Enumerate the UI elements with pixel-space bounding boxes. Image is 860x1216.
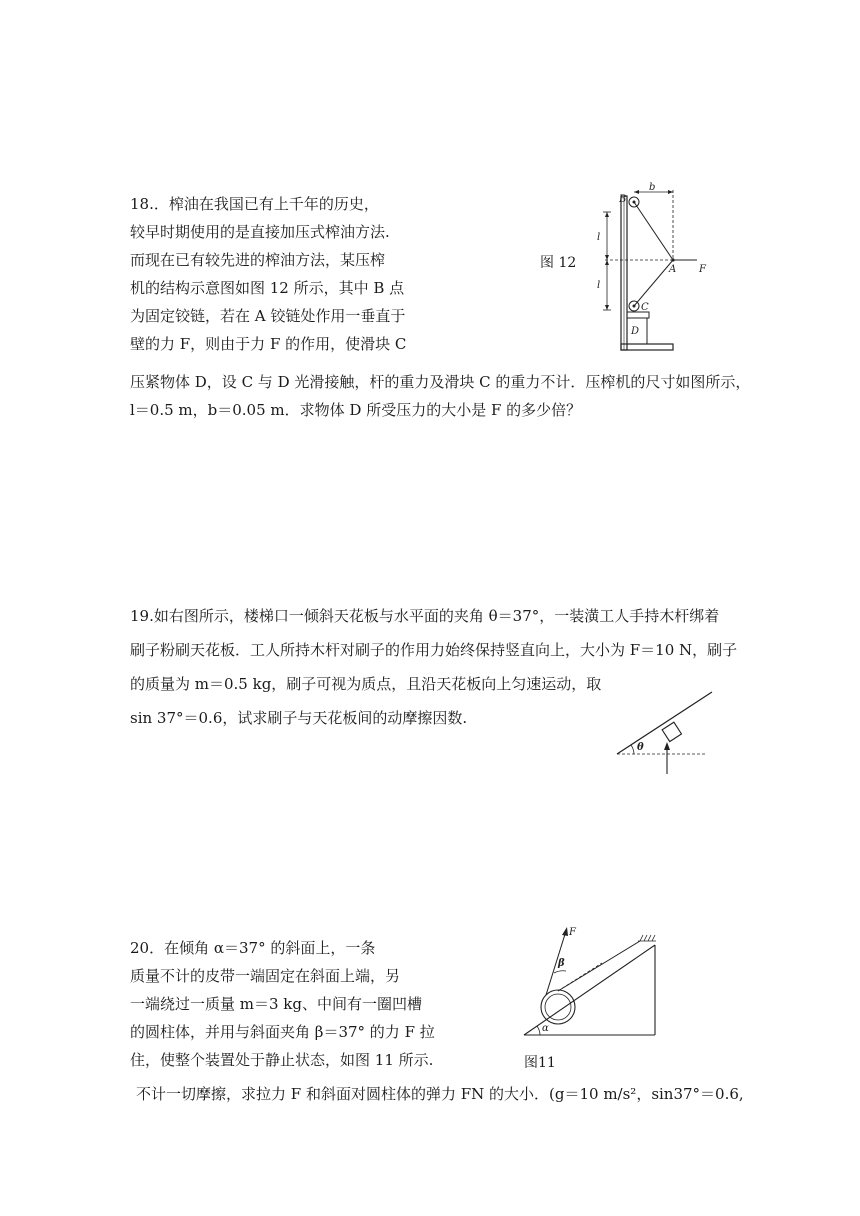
q19-ceiling-figure xyxy=(612,688,712,778)
base-plate xyxy=(621,344,673,350)
label-d: D xyxy=(631,326,640,337)
q19-line-2: 刷子粉刷天花板．工人所持木杆对刷子的作用力始终保持竖直向上，大小为 F＝10 N，刷子 xyxy=(130,641,738,659)
q18-line-7: 压紧物体 D，设 C 与 D 光滑接触，杆的重力及滑块 C 的重力不计．压榨机的尺寸如图所示， xyxy=(130,373,751,391)
q20-figure-label: 图11 xyxy=(524,1055,556,1071)
q19-line-1: 19.如右图所示，楼梯口一倾斜天花板与水平面的夹角 θ＝37°，一装潢工人手持木杆绑着 xyxy=(130,607,720,625)
q18-press-figure xyxy=(595,182,715,352)
q20-line-6: 不计一切摩擦，求拉力 F 和斜面对圆柱体的弹力 FN 的大小．(g＝10 m/s²，sin37°＝0.6, xyxy=(136,1085,744,1103)
label-f: F xyxy=(569,927,576,938)
q18-line-3: 而现在已有较先进的榨油方法，某压榨 xyxy=(130,251,386,269)
incline-slope xyxy=(524,945,655,1035)
q18-line-5: 为固定铰链，若在 A 铰链处作用一垂直于 xyxy=(130,307,406,325)
q18-line-6: 壁的力 F，则由于力 F 的作用，使滑块 C xyxy=(130,335,407,353)
q20-line-3: 一端绕过一质量 m＝3 kg、中间有一圈凹槽 xyxy=(130,995,422,1013)
q20-line-1: 20．在倾角 α＝37° 的斜面上，一条 xyxy=(130,939,376,957)
rod-ba xyxy=(634,202,673,260)
rod-ac xyxy=(634,260,673,306)
label-l-lower: l xyxy=(597,280,601,291)
q18-line-1: 18.．榨油在我国已有上千年的历史， xyxy=(130,195,379,213)
label-a: A xyxy=(669,264,677,275)
q18-line-4: 机的结构示意图如图 12 所示，其中 B 点 xyxy=(130,279,405,297)
label-c: C xyxy=(641,302,649,313)
q20-line-5: 住，使整个装置处于静止状态，如图 11 所示. xyxy=(130,1051,434,1069)
label-b-point: B xyxy=(619,194,627,205)
q18-figure-label: 图 12 xyxy=(540,255,577,271)
label-l-upper: l xyxy=(597,232,601,243)
ceiling-line xyxy=(617,692,712,754)
q18-line-8: l＝0.5 m，b＝0.05 m．求物体 D 所受压力的大小是 F 的多少倍？ xyxy=(130,401,582,419)
q20-incline-figure xyxy=(522,925,662,1040)
label-alpha: α xyxy=(542,1023,549,1034)
q20-line-4: 的圆柱体，并用与斜面夹角 β＝37° 的力 F 拉 xyxy=(130,1023,435,1041)
q19-line-4: sin 37°＝0.6，试求刷子与天花板间的动摩擦因数. xyxy=(130,709,468,727)
cylinder-icon xyxy=(541,990,575,1024)
q18-line-2: 较早时期使用的是直接加压式榨油方法. xyxy=(130,223,390,241)
brush-block xyxy=(662,722,681,741)
label-b-dim: b xyxy=(649,182,656,193)
label-theta: θ xyxy=(637,742,644,753)
label-beta: β xyxy=(558,958,565,969)
q20-line-2: 质量不计的皮带一端固定在斜面上端，另 xyxy=(130,967,401,985)
label-f: F xyxy=(699,264,706,275)
q19-line-3: 的质量为 m＝0.5 kg，刷子可视为质点，且沿天花板向上匀速运动，取 xyxy=(130,675,602,693)
